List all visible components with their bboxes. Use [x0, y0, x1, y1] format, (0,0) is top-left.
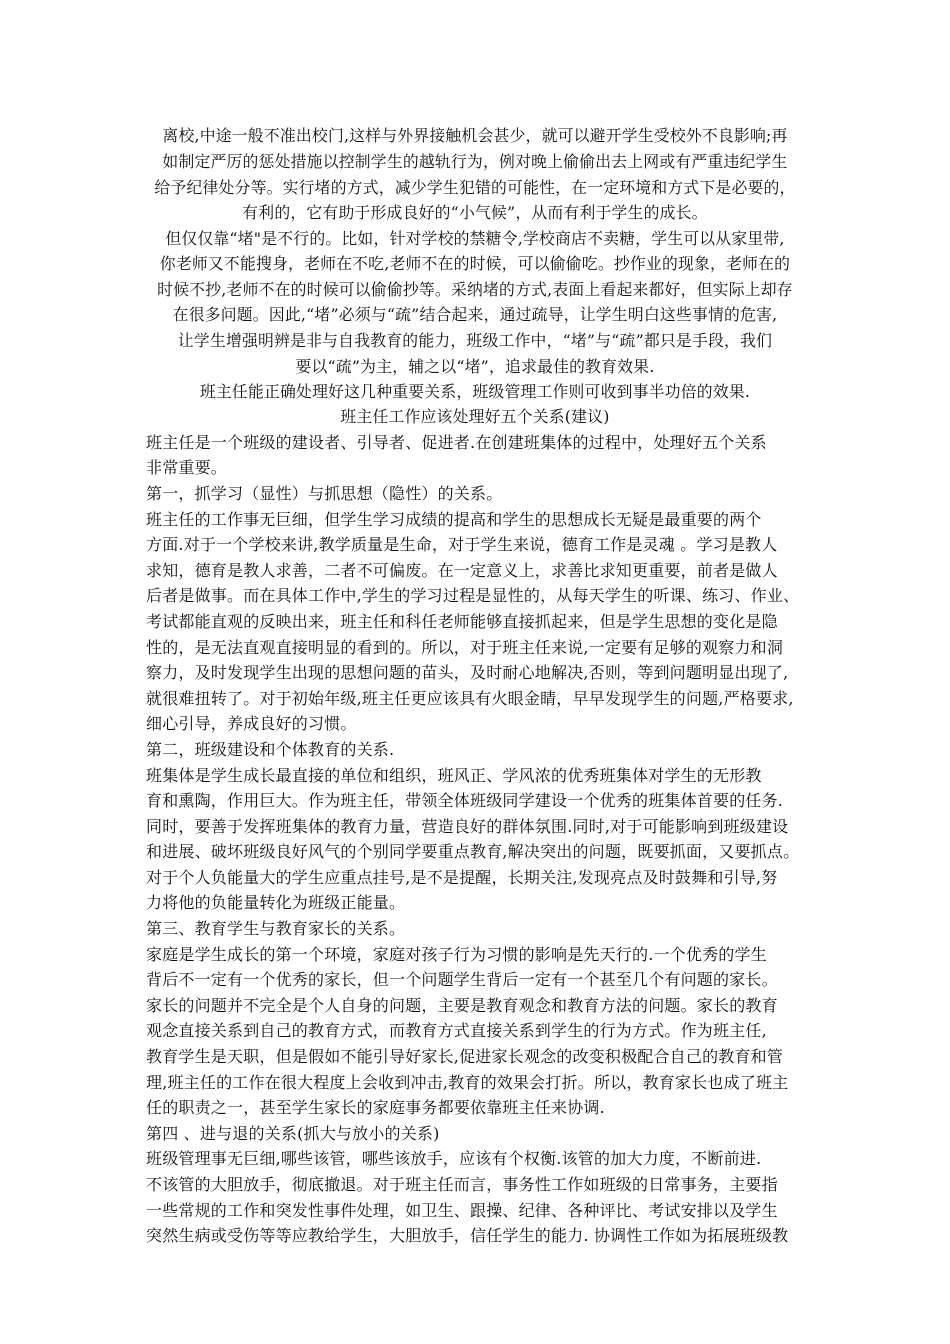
heading-line: 第一，抓学习（显性）与抓思想（隐性）的关系。: [146, 484, 503, 503]
body-line: 对于个人负能量大的学生应重点挂号,是不是提醒，长期关注,发现亮点及时鼓舞和引导,努: [146, 868, 778, 887]
body-line: 不该管的大胆放手，彻底撤退。对于班主任而言，事务性工作如班级的日常事务，主要指: [146, 1175, 778, 1194]
body-line: 性的，是无法直观直接明显的看到的。所以，对于班主任来说,一定要有足够的观察力和洞: [146, 638, 784, 657]
intro-line: 在很多问题。因此,“堵”必须与“疏”结合起来，通过疏导，让学生明白这些事情的危害,: [172, 305, 778, 324]
body-line: 细心引导，养成良好的习惯。: [146, 714, 357, 733]
body-line: 班主任的工作事无巨细，但学生学习成绩的提高和学生的思想成长无疑是最重要的两个: [146, 510, 762, 529]
body-line: 非常重要。: [146, 458, 228, 477]
intro-line: 班主任能正确处理好这几种重要关系，班级管理工作则可收到事半功倍的效果.: [199, 382, 751, 401]
body-line: 背后不一定有一个优秀的家长，但一个问题学生背后一定有一个甚至几个有问题的家长。: [146, 970, 778, 989]
body-line: 任的职责之一，甚至学生家长的家庭事务都要依靠班主任来协调.: [146, 1098, 605, 1117]
body-line: 观念直接关系到自己的教育方式，而教育方式直接关系到学生的行为方式。作为班主任,: [146, 1021, 767, 1040]
body-line: 突然生病或受伤等等应教给学生，大胆放手，信任学生的能力. 协调性工作如为拓展班级教: [146, 1226, 789, 1245]
intro-line: 给予纪律处分等。实行堵的方式，减少学生犯错的可能性，在一定环境和方式下是必要的，: [154, 178, 796, 197]
body-line: 家庭是学生成长的第一个环境，家庭对孩子行为习惯的影响是先天行的.一个优秀的学生: [146, 945, 767, 964]
body-line: 班主任是一个班级的建设者、引导者、促进者.在创建班集体的过程中，处理好五个关系: [146, 433, 767, 452]
intro-line: 有利的，它有助于形成良好的“小气候”，从而有利于学生的成长。: [242, 203, 708, 222]
heading-line: 第三、教育学生与教育家长的关系。: [146, 919, 406, 938]
intro-line: 但仅仅靠“堵"是不行的。比如，针对学校的禁糖令,学校商店不卖糖，学生可以从家里带,: [165, 229, 785, 248]
body-line: 求知，德育是教人求善，二者不可偏废。在一定意义上，求善比求知更重要，前者是做人: [146, 561, 778, 580]
body-line: 理,班主任的工作在很大程度上会收到冲击,教育的效果会打折。所以，教育家长也成了班主: [146, 1073, 789, 1092]
body-line: 察力，及时发现学生出现的思想问题的苗头，及时耐心地解决,否则，等到问题明显出现了,: [146, 663, 789, 682]
intro-line: 如制定严厉的惩处措施以控制学生的越轨行为，例对晚上偷偷出去上网或有严重违纪学生: [162, 152, 788, 171]
body-line: 育和熏陶，作用巨大。作为班主任，带领全体班级同学建设一个优秀的班集体首要的任务.: [146, 791, 784, 810]
body-line: 和进展、破坏班级良好风气的个别同学要重点教育,解决突出的问题，既要抓面，又要抓点。: [146, 842, 800, 861]
body-line: 力将他的负能量转化为班级正能量。: [146, 893, 406, 912]
body-line: 后者是做事。而在具体工作中,学生的学习过程是显性的，从每天学生的听课、练习、作业、: [146, 586, 800, 605]
body-line: 就很难扭转了。对于初始年级,班主任更应该具有火眼金睛，早早发现学生的问题,严格要求,: [146, 689, 794, 708]
heading-line: 第四 、进与退的关系(抓大与放小的关系): [146, 1124, 440, 1143]
body-line: 家长的问题并不完全是个人自身的问题，主要是教育观念和教育方法的问题。家长的教育: [146, 996, 778, 1015]
body-line: 班级管理事无巨细,哪些该管，哪些该放手，应该有个权衡.该管的加大力度，不断前进.: [146, 1149, 762, 1168]
body-line: 一些常规的工作和突发性事件处理，如卫生、跟操、纪律、各种评比、考试安排以及学生: [146, 1201, 778, 1220]
intro-line: 时候不抄,老师不在的时候可以偷偷抄等。采纳堵的方式,表面上看起来都好，但实际上却存: [157, 280, 793, 299]
intro-line: 你老师又不能搜身，老师在不吃,老师不在的时候，可以偷偷吃。抄作业的现象，老师在的: [159, 254, 791, 273]
heading-line: 第二，班级建设和个体教育的关系.: [146, 740, 395, 759]
intro-line: 离校,中途一般不准出校门,这样与外界接触机会甚少，就可以避开学生受校外不良影响;再: [162, 126, 788, 145]
body-line: 方面.对于一个学校来讲,教学质量是生命，对于学生来说，德育工作是灵魂 。学习是教人: [146, 535, 778, 554]
intro-line: 要以“疏”为主，辅之以“堵”，追求最佳的教育效果.: [295, 357, 655, 376]
body-line: 考试都能直观的反映出来，班主任和科任老师能够直接抓起来，但是学生思想的变化是隐: [146, 612, 778, 631]
body-line: 教育学生是天职，但是假如不能引导好家长,促进家长观念的改变积极配合自己的教育和管: [146, 1047, 784, 1066]
intro-line: 让学生增强明辨是非与自我教育的能力，班级工作中，“堵”与“疏”都只是手段，我们: [177, 331, 773, 350]
body-line: 班集体是学生成长最直接的单位和组织，班风正、学风浓的优秀班集体对学生的无形教: [146, 766, 762, 785]
body-line: 同时，要善于发挥班集体的教育力量，营造良好的群体氛围.同时,对于可能影响到班级建设: [146, 817, 789, 836]
section-title: 班主任工作应该处理好五个关系(建议): [340, 407, 610, 426]
